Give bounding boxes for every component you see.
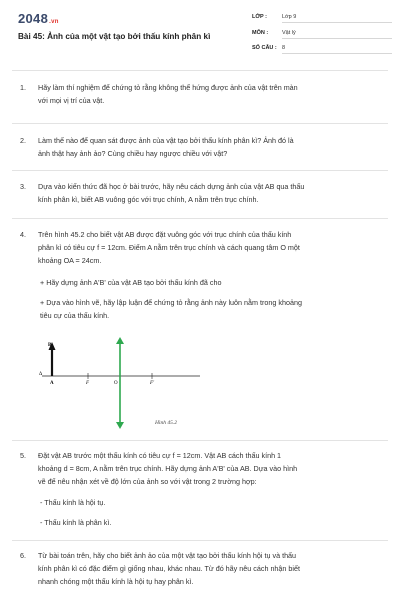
label-o: O	[114, 381, 118, 386]
question-1: 1. Hãy làm thí nghiệm để chứng tỏ rằng không thể hứng được ảnh của vật trên màn với mọi vị trí của vật.	[20, 83, 298, 105]
lesson-title: Bài 45: Ảnh của một vật tạo bởi thấu kính phân kì	[18, 32, 211, 41]
divider	[12, 170, 388, 171]
divider	[12, 540, 388, 541]
q4-sub-3: tiêu cự của thấu kính.	[40, 311, 110, 320]
divider	[12, 440, 388, 441]
q5-sub-2: - Thấu kính là phân kì.	[40, 518, 112, 527]
q4-sub-1: + Hãy dựng ảnh A'B' của vật AB tạo bởi thấu kính đã cho	[40, 278, 222, 287]
label-b: B	[48, 343, 52, 348]
question-4: 4. Trên hình 45.2 cho biết vật AB được đặt vuông góc với trục chính của thấu kính phân kì có tiêu cự f = 12cm. Điểm A nằm trên trục chính và cách quang tâm O một khoảng OA = 24cm.	[20, 230, 300, 265]
question-6: 6. Từ bài toán trên, hãy cho biết ảnh ảo của một vật tạo bởi thấu kính hội tụ và thấu kính phân kì có đặc điểm gì giống nhau, khác nhau. Từ đó hãy nêu cách nhận biết nhanh chóng một thấu kính là hội tụ hay phân kì.	[20, 551, 301, 586]
q5-sub-1: - Thấu kính là hội tụ.	[40, 498, 106, 507]
meta-subject: MÔN : Vật lý	[252, 30, 392, 39]
label-a: A	[50, 381, 54, 386]
divider	[12, 218, 388, 219]
lens-bottom-head	[116, 422, 124, 429]
meta-question-count: SỐ CÂU : 8	[252, 45, 392, 54]
divider	[12, 70, 388, 71]
label-f: F	[86, 381, 90, 386]
site-logo[interactable]: 2048.vn	[18, 11, 59, 26]
q4-sub-2: + Dựa vào hình vẽ, hãy lập luận để chứng tỏ rằng ảnh này luôn nằm trong khoảng	[40, 298, 302, 307]
label-f-prime: F'	[150, 381, 155, 386]
question-5: 5. Đặt vật AB trước một thấu kính có tiêu cự f = 12cm. Vật AB cách thấu kính 1 khoảng d = 8cm, A nằm trên trục chính. Hãy dựng ảnh A'B' của AB. Dựa vào hình vẽ để nêu nhận xét về độ lớn của ảnh so với vật trong 2 trường hợp:	[20, 451, 298, 486]
lens-top-head	[116, 337, 124, 344]
question-2: 2. Làm thế nào để quan sát được ảnh của vật tạo bởi thấu kính phân kì? Ảnh đó là ảnh thật hay ảnh ảo? Cùng chiều hay ngược chiều với vật?	[20, 136, 294, 158]
meta-class: LỚP : Lớp 9	[252, 14, 392, 23]
label-delta: Δ	[39, 372, 43, 377]
figure-caption: Hình 45.2	[155, 420, 177, 426]
divider	[12, 123, 388, 124]
question-3: 3. Dựa vào kiến thức đã học ở bài trước, hãy nêu cách dựng ảnh của vật AB qua thấu kính phân kì, biết AB vuông góc với trục chính, A nằm trên trục chính.	[20, 182, 305, 204]
page-header	[0, 0, 400, 62]
lens-diagram	[30, 334, 210, 429]
